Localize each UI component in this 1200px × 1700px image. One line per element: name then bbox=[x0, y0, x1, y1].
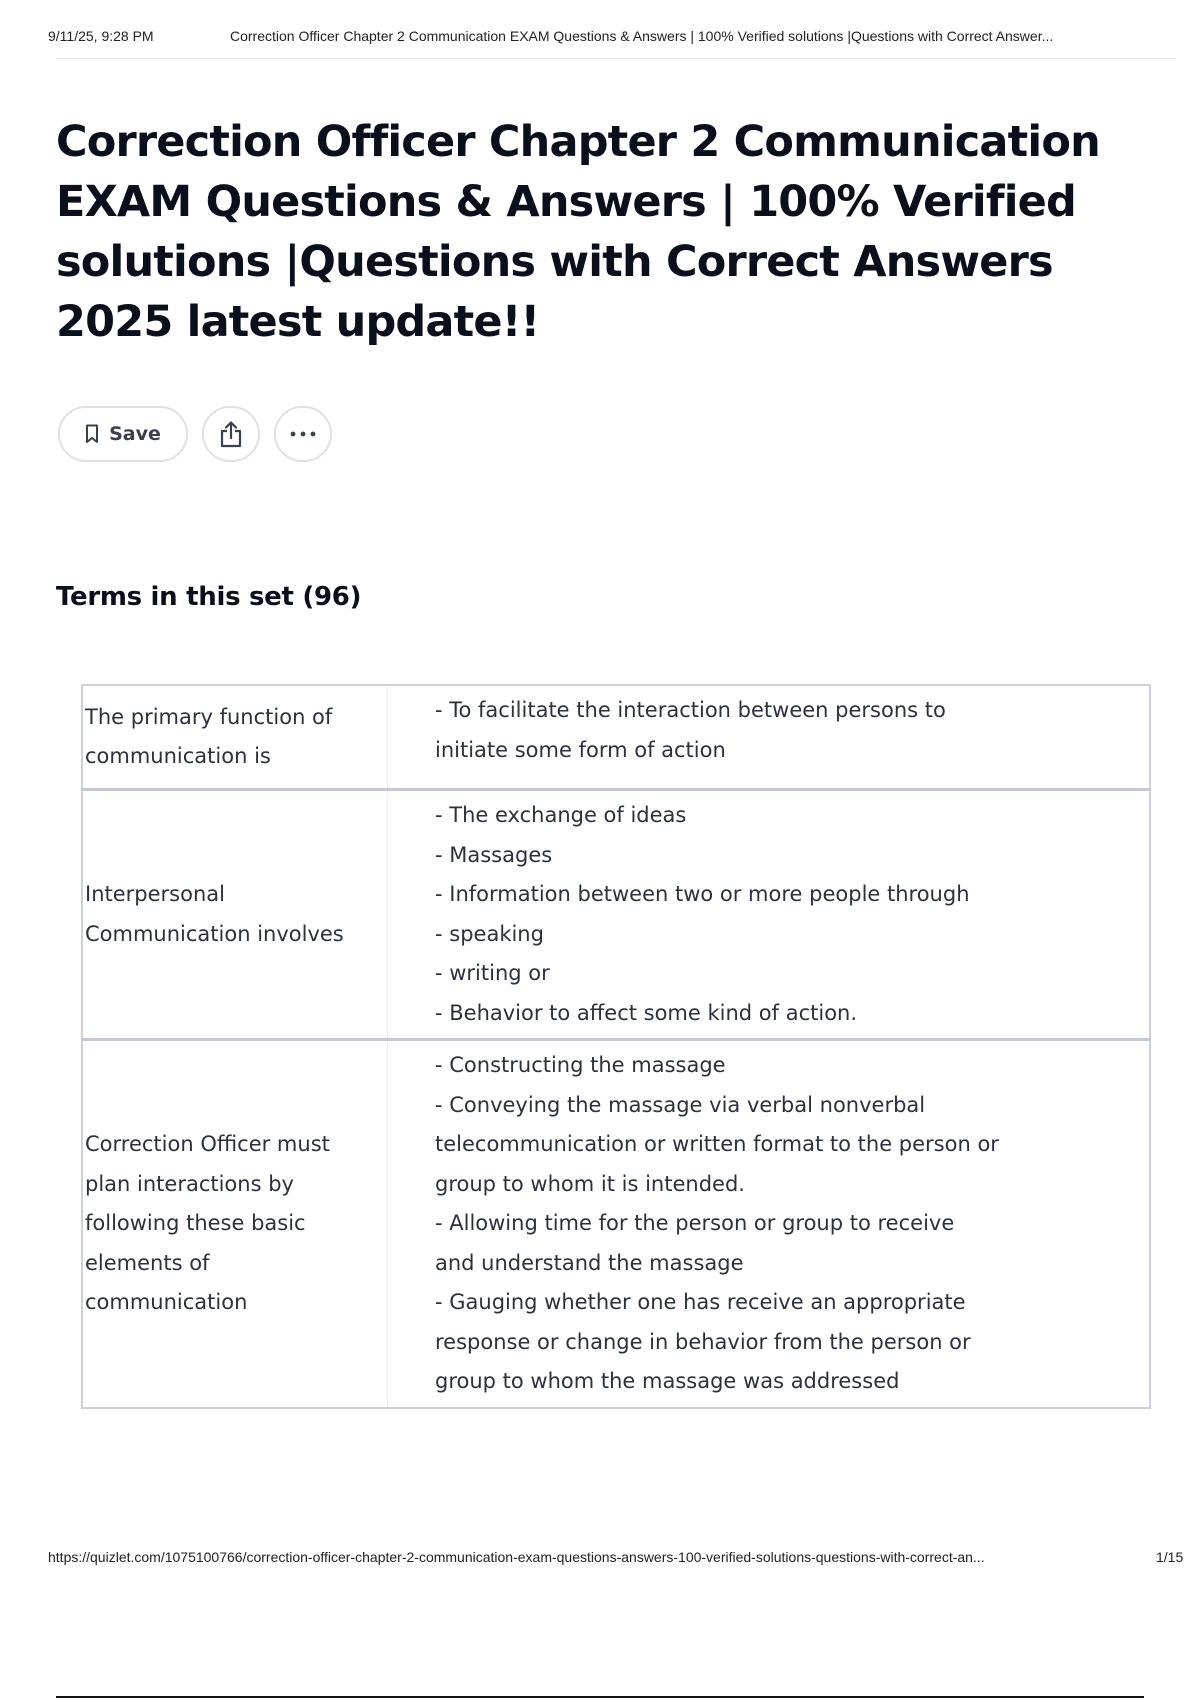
save-button-label: Save bbox=[109, 423, 161, 445]
definition-line: group to whom it is intended. bbox=[435, 1171, 745, 1196]
bookmark-icon bbox=[85, 424, 99, 444]
print-footer bbox=[48, 1549, 1184, 1565]
definition-line: initiate some form of action bbox=[435, 737, 726, 762]
share-button[interactable] bbox=[202, 406, 260, 462]
definition-line: - Allowing time for the person or group to receive bbox=[435, 1211, 955, 1235]
table-row bbox=[82, 1040, 1150, 1408]
definition-cell bbox=[388, 1040, 1151, 1408]
terms-heading: Terms in this set (96) bbox=[56, 582, 362, 612]
definition-line: - Information between two or more people through bbox=[435, 882, 970, 906]
page-title: Correction Officer Chapter 2 Communication EXAM Questions & Answers | 100% Verified solutions |Questions with Correct Answers 2025 latest update!! bbox=[56, 117, 1100, 347]
definition-line: - writing or bbox=[435, 961, 550, 985]
term-cell: Interpersonal Communication involves bbox=[82, 790, 388, 1040]
terms-table bbox=[81, 684, 1151, 1409]
table-row bbox=[82, 685, 1150, 790]
term-cell: Correction Officer must plan interactions by following these basic elements of communication bbox=[82, 1040, 388, 1408]
definition-line: - Conveying the massage via verbal nonverbal bbox=[435, 1092, 926, 1117]
definition-line: - The exchange of ideas bbox=[435, 803, 687, 827]
definition-line: telecommunication or written format to the person or bbox=[435, 1132, 999, 1156]
definition-line: - Massages bbox=[435, 842, 553, 867]
print-date: 9/11/25, 9:28 PM bbox=[48, 28, 154, 44]
print-header bbox=[48, 28, 1178, 44]
print-doc-title: Correction Officer Chapter 2 Communication EXAM Questions & Answers | 100% Verified solutions |Questions with Correct Answer... bbox=[230, 28, 1054, 44]
share-icon bbox=[218, 420, 244, 448]
definition-line: - Behavior to affect some kind of action. bbox=[435, 1000, 858, 1025]
definition-line: - speaking bbox=[435, 921, 544, 946]
page-bottom-rule bbox=[56, 1696, 1144, 1698]
definition-line: - To facilitate the interaction between persons to bbox=[435, 698, 946, 722]
definition-line: - Constructing the massage bbox=[435, 1053, 726, 1077]
definition-line: - Gauging whether one has receive an appropriate bbox=[435, 1290, 966, 1314]
save-button[interactable] bbox=[58, 406, 188, 462]
definition-line: and understand the massage bbox=[435, 1250, 744, 1275]
header-divider bbox=[56, 58, 1176, 59]
action-bar bbox=[58, 406, 332, 462]
definition-cell bbox=[388, 790, 1151, 1040]
definition-cell bbox=[388, 685, 1151, 790]
more-horizontal-icon bbox=[290, 431, 316, 437]
table-row bbox=[82, 790, 1150, 1040]
print-url[interactable]: https://quizlet.com/1075100766/correction-officer-chapter-2-communication-exam-questions-answers-100-verified-solutions-questions-with-correct-an... bbox=[48, 1549, 985, 1565]
term-cell: The primary function of communication is bbox=[82, 685, 388, 790]
print-page-number: 1/15 bbox=[1156, 1549, 1184, 1565]
more-options-button[interactable] bbox=[274, 406, 332, 462]
definition-line: response or change in behavior from the person or bbox=[435, 1329, 971, 1354]
definition-line: group to whom the massage was addressed bbox=[435, 1369, 900, 1393]
